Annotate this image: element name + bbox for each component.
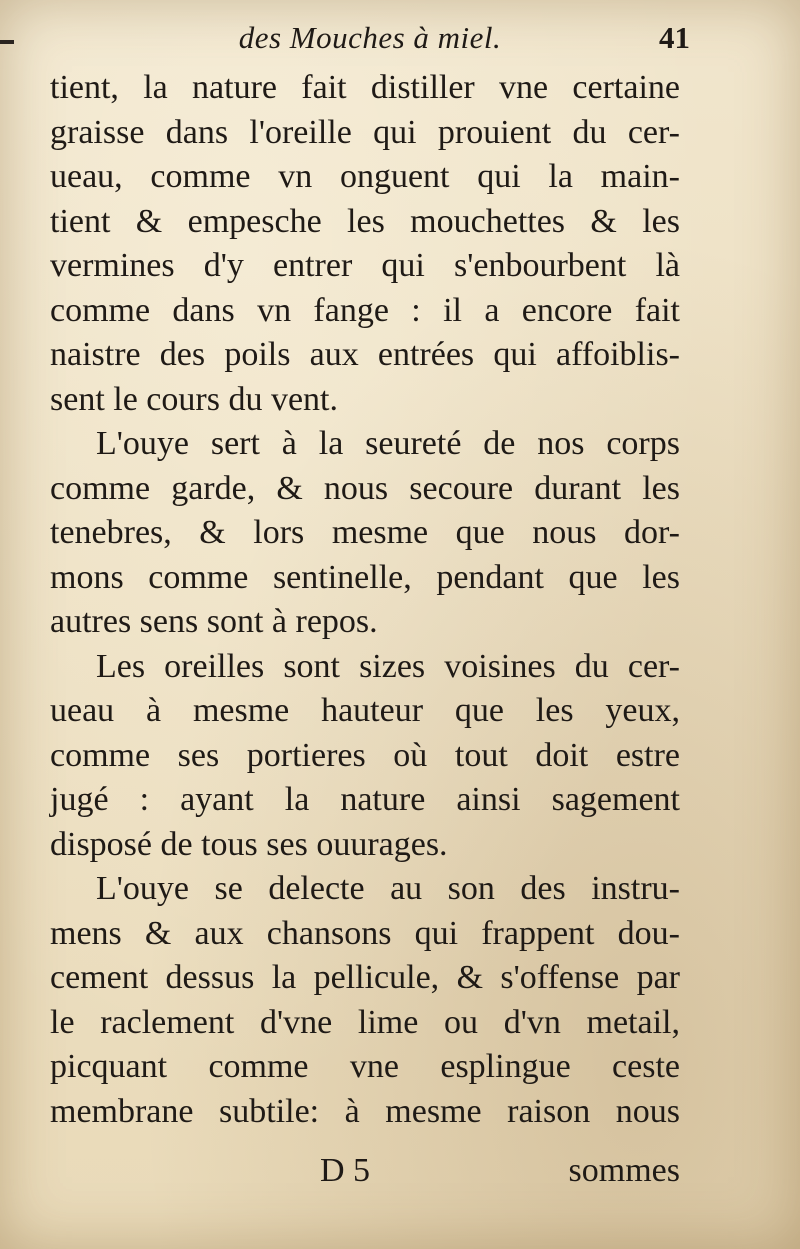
text-line: mens & aux chansons qui frappent dou- xyxy=(50,914,680,952)
text-line: cement dessus la pellicule, & s'offense par xyxy=(50,959,680,996)
text-line: tenebres, & lors mesme que nous dor- xyxy=(50,514,680,551)
text-line: sent le cours du vent. xyxy=(50,380,338,418)
signature-mark: D 5 xyxy=(320,1152,371,1189)
paragraph-first-line: Les oreilles sont sizes voisines du cer- xyxy=(96,647,680,685)
page-footer xyxy=(50,1148,680,1198)
catchword: sommes xyxy=(568,1152,680,1189)
text-line: le raclement d'vne lime ou d'vn metail, xyxy=(50,1003,680,1041)
text-line: comme dans vn fange : il a encore fait xyxy=(50,291,680,329)
text-line: autres sens sont à repos. xyxy=(50,603,378,640)
text-line: ueau à mesme hauteur que les yeux, xyxy=(50,692,680,729)
page-number: 41 xyxy=(659,20,690,55)
text-line: graisse dans l'oreille qui prouient du cer- xyxy=(50,113,680,151)
text-line: naistre des poils aux entrées qui affoiblis- xyxy=(50,336,680,373)
page-header xyxy=(50,12,690,64)
text-line: mons comme sentinelle, pendant que les xyxy=(50,558,680,596)
text-line: comme garde, & nous secoure durant les xyxy=(50,469,680,507)
text-line: comme ses portieres où tout doit estre xyxy=(50,736,680,774)
text-line: ueau, comme vn onguent qui la main- xyxy=(50,158,680,195)
paragraph-first-line: L'ouye sert à la seureté de nos corps xyxy=(96,425,680,462)
text-line: picquant comme vne esplingue ceste xyxy=(50,1048,680,1085)
text-line: membrane subtile: à mesme raison nous xyxy=(50,1092,680,1130)
text-line: disposé de tous ses ouurages. xyxy=(50,825,448,863)
text-line: jugé : ayant la nature ainsi sagement xyxy=(50,781,680,818)
running-title: des Mouches à miel. xyxy=(238,20,502,55)
text-line: tient, la nature fait distiller vne certaine xyxy=(50,69,680,106)
body-text xyxy=(50,66,680,1134)
paragraph-first-line: L'ouye se delecte au son des instru- xyxy=(96,870,680,907)
text-line: vermines d'y entrer qui s'enbourbent là xyxy=(50,247,680,284)
margin-mark xyxy=(0,40,14,44)
text-line: tient & empesche les mouchettes & les xyxy=(50,202,680,240)
